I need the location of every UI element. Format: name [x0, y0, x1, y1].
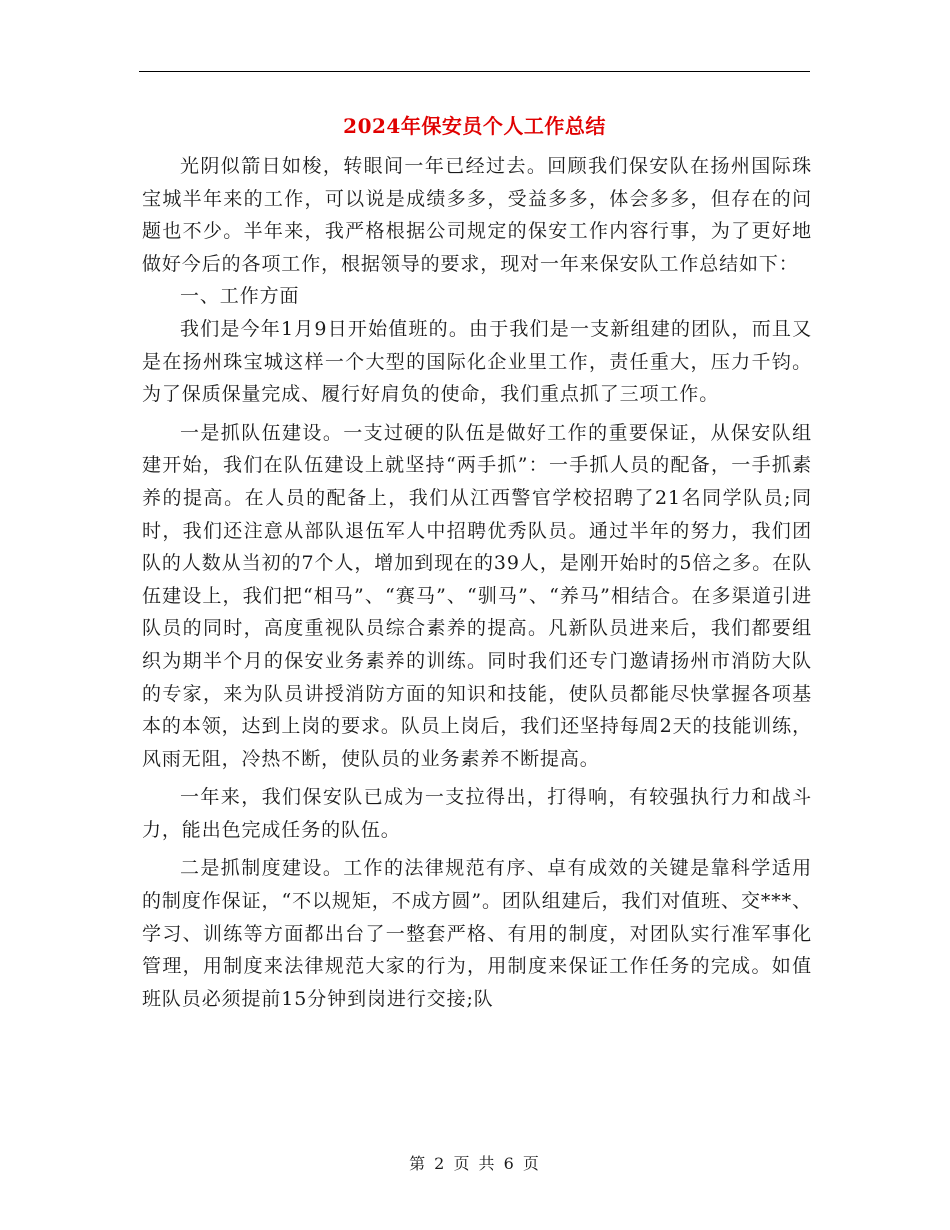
- paragraph-start-duty: 我们是今年1月9日开始值班的。由于我们是一支新组建的团队，而且又是在扬州珠宝城这样一个大型的国际化企业里工作，责任重大，压力千钧。为了保质保量完成、履行好肩负的使命，我们重点抓了三项工作。: [142, 317, 812, 406]
- section-heading-work: 一、工作方面: [180, 285, 300, 308]
- paragraph-team-result: 一年来，我们保安队已成为一支拉得出，打得响，有较强执行力和战斗力，能出色完成任务的队伍。: [142, 786, 812, 841]
- paragraph-system-building: 二是抓制度建设。工作的法律规范有序、卓有成效的关键是靠科学适用的制度作保证，“不以规矩，不成方圆”。团队组建后，我们对值班、交***、学习、训练等方面都出台了一整套严格、有用的制度，对团队实行准军事化管理，用制度来法律规范大家的行为，用制度来保证工作任务的完成。如值班队员必须提前15分钟到岗进行交接;队: [142, 857, 812, 1010]
- page-number-footer: 第 2 页 共 6 页: [409, 1154, 541, 1173]
- header-rule: [139, 71, 810, 72]
- document-title: 2024年保安员个人工作总结: [343, 114, 606, 138]
- document-body: [142, 150, 812, 1015]
- paragraph-intro: 光阴似箭日如梭，转眼间一年已经过去。回顾我们保安队在扬州国际珠宝城半年来的工作，可以说是成绩多多，受益多多，体会多多，但存在的问题也不少。半年来，我严格根据公司规定的保安工作内容行事，为了更好地做好今后的各项工作，根据领导的要求，现对一年来保安队工作总结如下：: [142, 155, 812, 275]
- paragraph-team-building: 一是抓队伍建设。一支过硬的队伍是做好工作的重要保证，从保安队组建开始，我们在队伍建设上就坚持“两手抓”：一手抓人员的配备，一手抓素养的提高。在人员的配备上，我们从江西警官学校招聘了21名同学队员;同时，我们还注意从部队退伍军人中招聘优秀队员。通过半年的努力，我们团队的人数从当初的7个人，增加到现在的39人，是刚开始时的5倍之多。在队伍建设上，我们把“相马”、“赛马”、“驯马”、“养马”相结合。在多渠道引进队员的同时，高度重视队员综合素养的提高。凡新队员进来后，我们都要组织为期半个月的保安业务素养的训练。同时我们还专门邀请扬州市消防大队的专家，来为队员讲授消防方面的知识和技能，使队员都能尽快掌握各项基本的本领，达到上岗的要求。队员上岗后，我们还坚持每周2天的技能训练，风雨无阻，冷热不断，使队员的业务素养不断提高。: [142, 421, 812, 770]
